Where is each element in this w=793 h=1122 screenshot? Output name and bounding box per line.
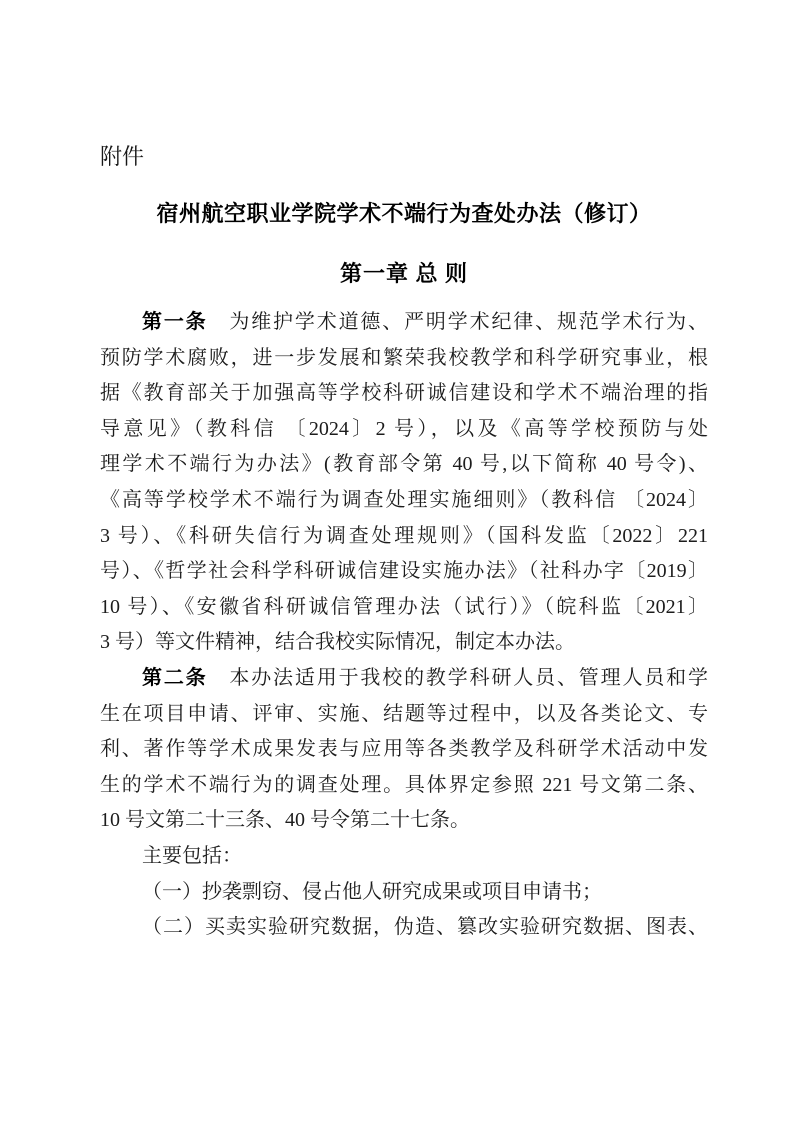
document-body — [100, 305, 708, 946]
text-line: 生的学术不端行为的调查处理。具体界定参照 221 号文第二条、 — [100, 773, 708, 796]
paragraph-item-2 — [100, 910, 708, 946]
paragraph-article-2 — [100, 661, 708, 839]
paragraph-article-1 — [100, 305, 708, 661]
text-line: 预防学术腐败，进一步发展和繁荣我校教学和科学研究事业，根 — [100, 346, 708, 369]
text-line: 3 号）、《科研失信行为调查处理规则》（国科发监〔2022〕221 — [100, 524, 708, 547]
attachment-label: 附件 — [100, 144, 145, 169]
article-number-label: 第二条 — [142, 666, 208, 689]
text-line: 据《教育部关于加强高等学校科研诚信建设和学术不端治理的指 — [100, 382, 708, 405]
paragraph-includes-intro — [100, 839, 708, 875]
document-title: 宿州航空职业学院学术不端行为查处办法（修订） — [156, 201, 652, 226]
text-line: 理学术不端行为办法》(教育部令第 40 号,以下简称 40 号令)、 — [100, 453, 708, 476]
text-line: 生在项目申请、评审、实施、结题等过程中，以及各类论文、专 — [100, 702, 708, 725]
text-line: 第二条 本办法适用于我校的教学科研人员、管理人员和学 — [142, 666, 708, 689]
text-line: 第一条 为维护学术道德、严明学术纪律、规范学术行为、 — [142, 311, 708, 333]
text-line: 利、著作等学术成果发表与应用等各类教学及科研学术活动中发 — [100, 738, 708, 761]
text-line: 导意见》（教科信 〔2024〕2 号），以及《高等学校预防与处 — [100, 417, 708, 440]
text-line: 10 号）、《安徽省科研诚信管理办法（试行）》（皖科监〔2021〕 — [100, 595, 708, 618]
text-line: 主要包括： — [142, 844, 242, 867]
text-line: 10 号文第二十三条、40 号令第二十七条。 — [100, 809, 470, 832]
text-line: 号）、《哲学社会科学科研诚信建设实施办法》（社科办字〔2019〕 — [100, 560, 708, 583]
chapter-heading: 第一章 总 则 — [339, 261, 468, 286]
article-number-label: 第一条 — [142, 311, 208, 333]
paragraph-item-1 — [100, 875, 708, 911]
text-line: 《高等学校学术不端行为调查处理实施细则》（教科信 〔2024〕 — [100, 488, 708, 511]
text-line: 3 号）等文件精神，结合我校实际情况，制定本办法。 — [100, 631, 575, 654]
text-line: （一）抄袭剽窃、侵占他人研究成果或项目申请书； — [142, 880, 602, 903]
text-line: （二）买卖实验研究数据，伪造、篡改实验研究数据、图表、 — [142, 916, 708, 939]
